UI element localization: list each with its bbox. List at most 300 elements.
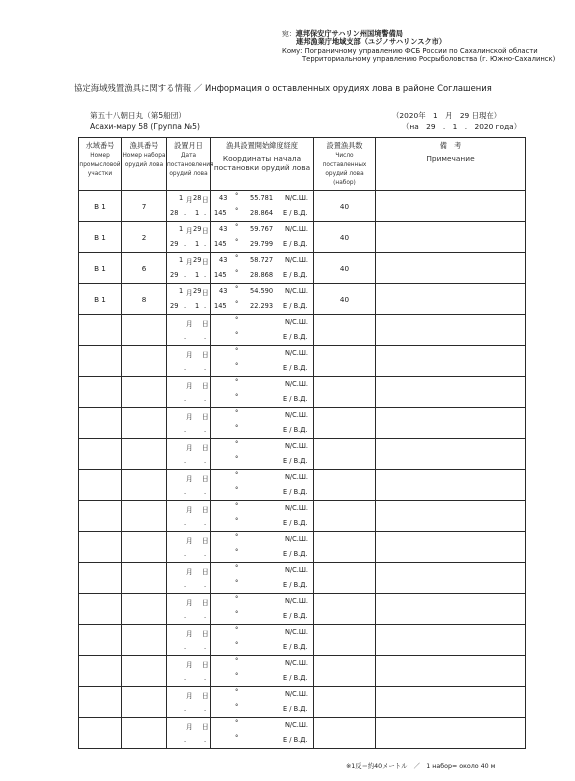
hemisphere-ew-label: E / В.Д. [283,643,308,651]
degree-sign: ° [235,331,239,339]
notes-cell [376,315,526,346]
header-coords-ru: Координаты начала постановки орудий лова [213,154,311,172]
date-month-value: 1 [179,225,184,233]
set-number-cell [122,377,167,408]
area-number-cell [79,470,122,501]
table-row [79,253,526,269]
day-label: 日 [202,506,209,514]
table-row [79,377,526,393]
date-separator: . [184,581,187,589]
notes-cell [376,377,526,408]
hemisphere-ns-label: N/С.Ш. [285,473,309,481]
date-cell [167,656,211,672]
gear-count-cell: 40 [314,284,376,315]
hemisphere-ns-label: N/С.Ш. [285,442,309,450]
latitude-minutes: 55.781 [250,194,274,202]
table-row [79,532,526,548]
date-cell [167,532,211,548]
gear-count-cell [314,439,376,470]
date-separator: . [184,271,187,279]
header-notes [376,138,526,191]
header-area-jp: 水域番号 [85,141,115,150]
day-label: 日 [202,537,209,545]
date-month-value-ru: 1 [195,271,200,279]
gear-count-cell [314,594,376,625]
month-label: 月 [186,506,193,514]
day-label: 日 [202,227,209,235]
hemisphere-ew-label: E / В.Д. [283,581,308,589]
date-cell [167,439,211,455]
table-row [79,439,526,455]
date-separator: . [184,643,187,651]
date-month-value-ru: 1 [195,240,200,248]
month-label: 月 [186,661,193,669]
day-label: 日 [202,475,209,483]
date-cell-second-line [167,299,211,315]
latitude-cell [211,501,314,517]
gear-count-cell [314,656,376,687]
longitude-minutes: 29.799 [250,240,274,248]
vessel-info [90,110,200,132]
date-month-value: 1 [179,256,184,264]
notes-cell [376,222,526,253]
set-number-cell [122,656,167,687]
degree-sign: ° [235,471,239,479]
latitude-cell [211,253,314,269]
longitude-cell [211,299,314,315]
gear-count-cell: 40 [314,191,376,222]
table-row [79,718,526,734]
area-number-cell [79,563,122,594]
latitude-degrees: 43 [219,225,228,233]
date-separator: . [204,550,207,558]
date-cell-second-line [167,733,211,749]
latitude-cell [211,377,314,393]
month-label: 月 [186,227,193,235]
longitude-cell [211,609,314,625]
hemisphere-ns-label: N/С.Ш. [285,256,309,264]
set-number-cell: 6 [122,253,167,284]
day-label: 日 [202,599,209,607]
degree-sign: ° [235,316,239,324]
hemisphere-ns-label: N/С.Ш. [285,380,309,388]
hemisphere-ns-label: N/С.Ш. [285,597,309,605]
hemisphere-ew-label: E / В.Д. [283,488,308,496]
hemisphere-ew-label: E / В.Д. [283,736,308,744]
date-separator: . [204,209,207,217]
area-number-cell [79,594,122,625]
hemisphere-ew-label: E / В.Д. [283,209,308,217]
header-set-jp: 漁具番号 [129,141,159,150]
set-number-cell [122,315,167,346]
degree-sign: ° [235,626,239,634]
table-row [79,315,526,331]
day-label: 日 [202,382,209,390]
day-label: 日 [202,351,209,359]
date-cell-second-line [167,609,211,625]
hemisphere-ew-label: E / В.Д. [283,333,308,341]
degree-sign: ° [235,362,239,370]
hemisphere-ns-label: N/С.Ш. [285,287,309,295]
degree-sign: ° [235,595,239,603]
set-number-cell [122,470,167,501]
date-separator: . [204,612,207,620]
set-number-cell [122,563,167,594]
date-separator: . [204,643,207,651]
date-separator: . [184,519,187,527]
header-area-ru: Номер промысловой участки [79,153,121,177]
table-row [79,687,526,703]
date-cell-second-line [167,671,211,687]
longitude-cell [211,268,314,284]
date-separator: . [204,705,207,713]
date-day-value-ru: 29 [170,240,179,248]
table-row [79,408,526,424]
date-cell [167,501,211,517]
notes-cell [376,718,526,749]
degree-sign: ° [235,207,239,215]
day-label: 日 [202,661,209,669]
degree-sign: ° [235,300,239,308]
notes-cell [376,470,526,501]
notes-cell [376,191,526,222]
date-cell-second-line [167,516,211,532]
degree-sign: ° [235,672,239,680]
gear-count-cell [314,408,376,439]
area-number-cell [79,687,122,718]
degree-sign: ° [235,657,239,665]
date-cell-second-line [167,268,211,284]
degree-sign: ° [235,610,239,618]
longitude-cell [211,640,314,656]
month-label: 月 [186,475,193,483]
date-separator: . [184,333,187,341]
degree-sign: ° [235,269,239,277]
table-row [79,346,526,362]
gear-count-cell [314,718,376,749]
date-day-value-ru: 28 [170,209,179,217]
latitude-minutes: 59.767 [250,225,274,233]
degree-sign: ° [235,192,239,200]
degree-sign: ° [235,486,239,494]
date-separator: . [184,395,187,403]
notes-cell [376,656,526,687]
longitude-degrees: 145 [214,271,227,279]
vessel-name-ru: Асахи-мару 58 (Группа №5) [90,122,200,131]
degree-sign: ° [235,238,239,246]
degree-sign: ° [235,564,239,572]
degree-sign: ° [235,424,239,432]
month-label: 月 [186,289,193,297]
notes-cell [376,625,526,656]
hemisphere-ns-label: N/С.Ш. [285,659,309,667]
date-cell-second-line [167,330,211,346]
hemisphere-ew-label: E / В.Д. [283,612,308,620]
degree-sign: ° [235,641,239,649]
date-separator: . [204,395,207,403]
notes-cell [376,253,526,284]
date-month-value-ru: 1 [195,302,200,310]
day-label: 日 [202,723,209,731]
date-separator: . [204,426,207,434]
hemisphere-ew-label: E / В.Д. [283,240,308,248]
date-separator: . [184,736,187,744]
hemisphere-ew-label: E / В.Д. [283,302,308,310]
addressee-block [282,30,555,64]
area-number-cell [79,408,122,439]
set-number-cell [122,346,167,377]
day-label: 日 [202,413,209,421]
longitude-cell [211,423,314,439]
table-row [79,470,526,486]
date-cell [167,718,211,734]
hemisphere-ns-label: N/С.Ш. [285,349,309,357]
date-cell [167,408,211,424]
set-number-cell [122,594,167,625]
date-cell [167,253,211,269]
set-number-cell [122,501,167,532]
date-day-value: 29 [193,225,202,233]
area-number-cell: В 1 [79,284,122,315]
date-day-value-ru: 29 [170,271,179,279]
table-row [79,625,526,641]
longitude-cell [211,671,314,687]
gear-count-cell [314,501,376,532]
date-separator: . [204,457,207,465]
degree-sign: ° [235,393,239,401]
gear-count-cell [314,563,376,594]
hemisphere-ns-label: N/С.Ш. [285,504,309,512]
date-cell [167,563,211,579]
hemisphere-ew-label: E / В.Д. [283,674,308,682]
notes-cell [376,532,526,563]
latitude-cell [211,315,314,331]
longitude-cell [211,485,314,501]
hemisphere-ns-label: N/С.Ш. [285,194,309,202]
vessel-name-jp: 第五十八朝日丸（第5船団） [90,111,186,120]
addressee-ru-line-2: Территориальному управлению Росрыболовства (г. Южно-Сахалинск) [302,55,556,64]
date-separator: . [184,302,187,310]
date-separator: . [184,426,187,434]
table-row [79,594,526,610]
date-month-value-ru: 1 [195,209,200,217]
hemisphere-ns-label: N/С.Ш. [285,535,309,543]
month-label: 月 [186,258,193,266]
date-cell-second-line [167,547,211,563]
month-label: 月 [186,444,193,452]
hemisphere-ew-label: E / В.Д. [283,271,308,279]
date-separator: . [204,333,207,341]
date-separator: . [184,705,187,713]
month-label: 月 [186,723,193,731]
header-notes-ru: Примечание [426,154,475,163]
notes-cell [376,408,526,439]
header-coords-jp: 漁具設置開始緯度経度 [226,141,298,150]
longitude-cell [211,206,314,222]
date-separator: . [204,271,207,279]
latitude-minutes: 58.727 [250,256,274,264]
date-separator: . [204,519,207,527]
header-coords [211,138,314,191]
date-cell-second-line [167,423,211,439]
area-number-cell [79,656,122,687]
month-label: 月 [186,351,193,359]
latitude-cell [211,284,314,300]
latitude-cell [211,718,314,734]
notes-cell [376,284,526,315]
day-label: 日 [202,289,209,297]
degree-sign: ° [235,254,239,262]
table-row [79,501,526,517]
date-cell [167,315,211,331]
longitude-cell [211,330,314,346]
set-number-cell [122,718,167,749]
month-label: 月 [186,320,193,328]
addressee-jp-line-1: 連邦保安庁サハリン州国境警備局 [295,29,403,38]
longitude-minutes: 28.864 [250,209,274,217]
notes-cell [376,687,526,718]
header-count-jp: 設置漁具数 [326,141,363,150]
set-number-cell: 2 [122,222,167,253]
hemisphere-ns-label: N/С.Ш. [285,721,309,729]
area-number-cell: В 1 [79,222,122,253]
gear-table-header [79,138,526,191]
latitude-cell [211,408,314,424]
header-set-ru: Номер набора орудий лова [122,153,166,168]
date-separator: . [184,209,187,217]
month-label: 月 [186,413,193,421]
gear-count-cell: 40 [314,253,376,284]
gear-table [78,137,526,749]
longitude-cell [211,237,314,253]
table-row [79,222,526,238]
gear-count-cell [314,470,376,501]
set-number-cell [122,687,167,718]
latitude-cell [211,656,314,672]
date-cell-second-line [167,640,211,656]
area-number-cell [79,718,122,749]
latitude-cell [211,594,314,610]
date-cell [167,687,211,703]
header-notes-jp: 備 考 [439,141,462,150]
hemisphere-ns-label: N/С.Ш. [285,628,309,636]
date-cell-second-line [167,454,211,470]
table-row [79,563,526,579]
header-area [79,138,122,191]
longitude-cell [211,578,314,594]
date-cell-second-line [167,392,211,408]
set-number-cell [122,439,167,470]
date-day-value: 29 [193,287,202,295]
date-day-value: 28 [193,194,202,202]
hemisphere-ew-label: E / В.Д. [283,519,308,527]
hemisphere-ns-label: N/С.Ш. [285,225,309,233]
date-separator: . [184,550,187,558]
gear-count-cell [314,315,376,346]
degree-sign: ° [235,440,239,448]
set-number-cell [122,408,167,439]
latitude-cell [211,191,314,207]
date-cell [167,191,211,207]
date-cell-second-line [167,206,211,222]
latitude-degrees: 43 [219,287,228,295]
degree-sign: ° [235,688,239,696]
notes-cell [376,439,526,470]
table-row [79,284,526,300]
hemisphere-ns-label: N/С.Ш. [285,411,309,419]
date-separator: . [204,488,207,496]
degree-sign: ° [235,533,239,541]
header-count [314,138,376,191]
as-of-date [392,110,521,132]
header-date [167,138,214,191]
date-cell-second-line [167,361,211,377]
footnote: ※1反＝約40メートル ／ 1 набор= около 40 м [346,763,496,770]
date-cell [167,222,211,238]
date-separator: . [204,240,207,248]
hemisphere-ns-label: N/С.Ш. [285,690,309,698]
degree-sign: ° [235,719,239,727]
day-label: 日 [202,692,209,700]
date-separator: . [204,674,207,682]
date-separator: . [184,612,187,620]
hemisphere-ew-label: E / В.Д. [283,426,308,434]
latitude-cell [211,470,314,486]
date-cell-second-line [167,237,211,253]
notes-cell [376,563,526,594]
date-separator: . [184,674,187,682]
degree-sign: ° [235,378,239,386]
set-number-cell [122,625,167,656]
longitude-minutes: 22.293 [250,302,274,310]
gear-count-cell [314,346,376,377]
gear-count-cell [314,532,376,563]
date-day-value: 29 [193,256,202,264]
hemisphere-ew-label: E / В.Д. [283,395,308,403]
day-label: 日 [202,196,209,204]
notes-cell [376,346,526,377]
addressee-to: 宛： [282,30,296,38]
hemisphere-ew-label: E / В.Д. [283,457,308,465]
set-number-cell: 7 [122,191,167,222]
day-label: 日 [202,444,209,452]
day-label: 日 [202,258,209,266]
hemisphere-ns-label: N/С.Ш. [285,566,309,574]
date-separator: . [184,457,187,465]
latitude-degrees: 43 [219,256,228,264]
area-number-cell [79,625,122,656]
degree-sign: ° [235,455,239,463]
gear-table-body [79,191,526,749]
degree-sign: ° [235,548,239,556]
as-of-date-jp: （2020年 1 月 29 日現在） [392,111,502,120]
as-of-date-ru: （на 29 . 1 . 2020 года） [402,122,522,131]
latitude-cell [211,532,314,548]
date-cell [167,284,211,300]
degree-sign: ° [235,502,239,510]
area-number-cell [79,439,122,470]
month-label: 月 [186,196,193,204]
header-count-ru: Число поставленных орудий лова (набор) [322,153,367,186]
gear-count-cell [314,625,376,656]
date-separator: . [184,488,187,496]
header-date-jp: 設置月日 [174,141,203,150]
set-number-cell: 8 [122,284,167,315]
header-date-ru: Дата постановления орудий лова [167,153,214,177]
date-cell [167,346,211,362]
date-cell [167,594,211,610]
degree-sign: ° [235,347,239,355]
